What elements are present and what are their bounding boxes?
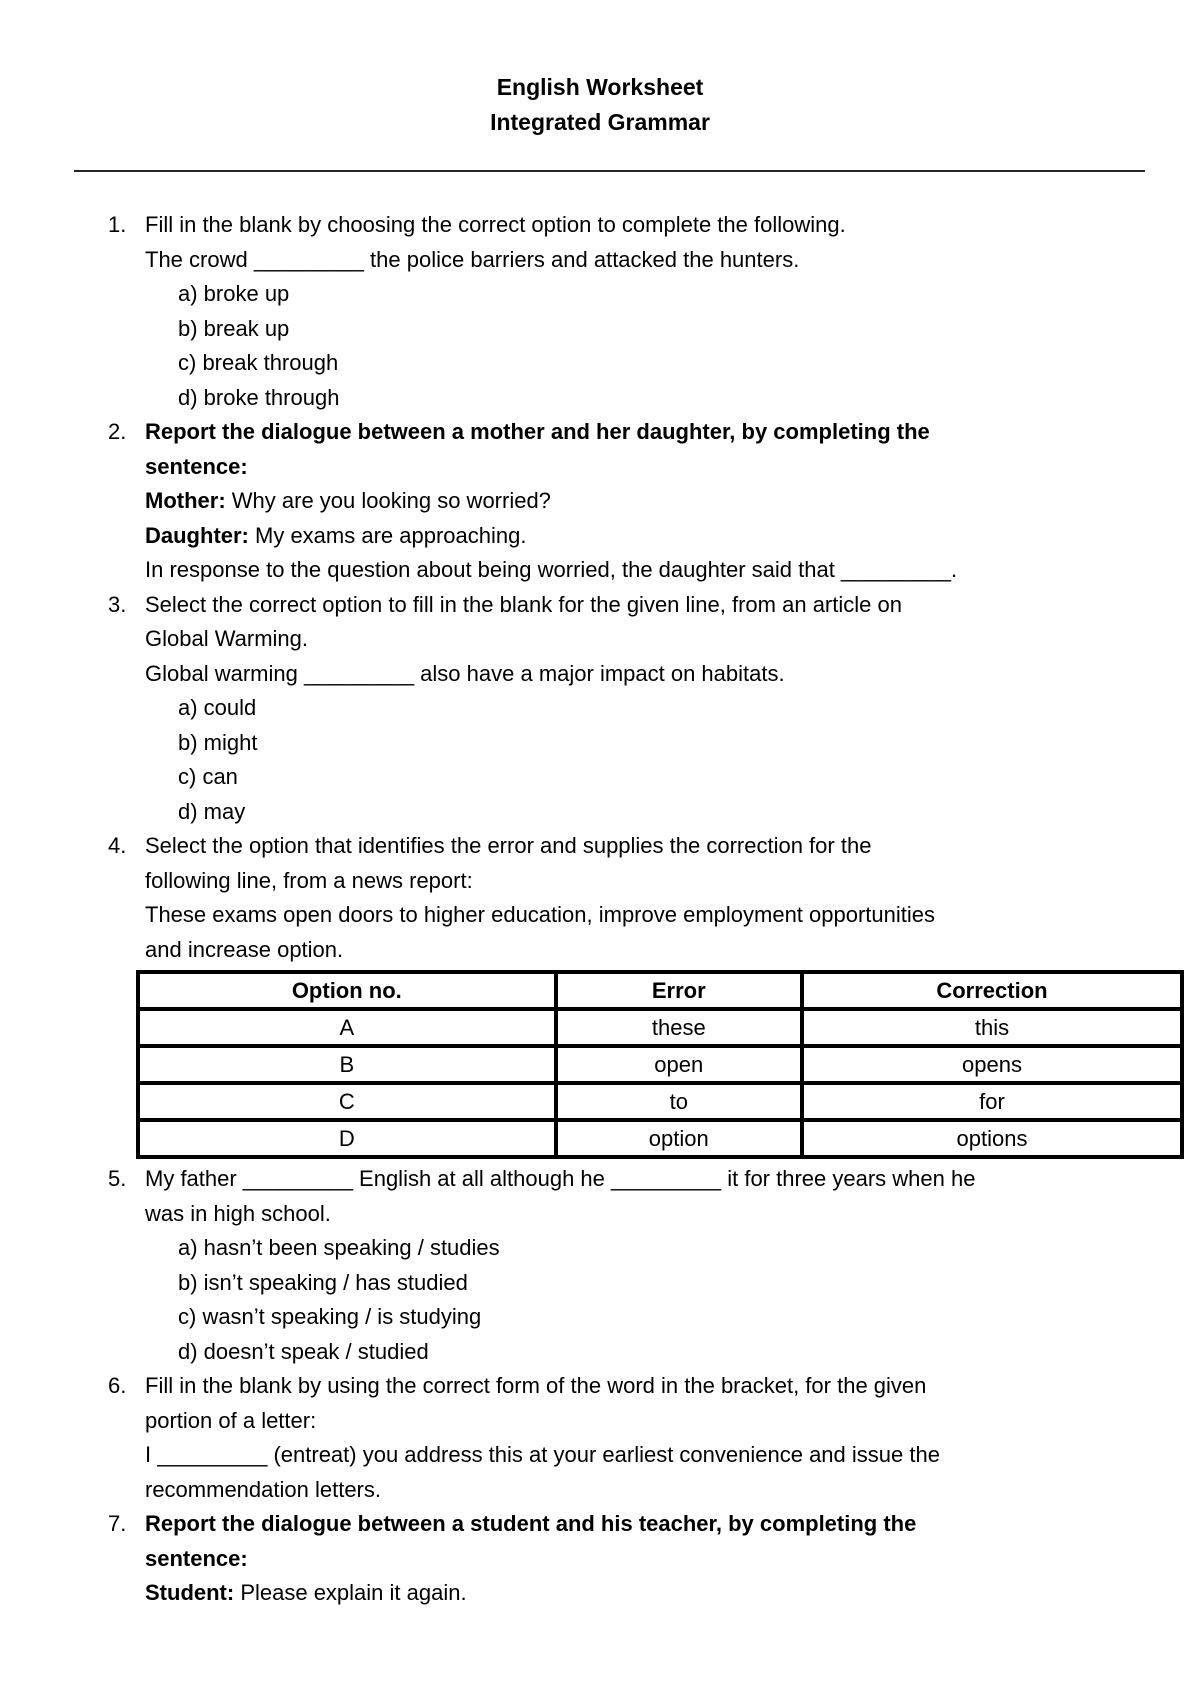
table-header-cell: Error <box>556 972 802 1009</box>
dialogue-line-mother <box>145 484 1160 519</box>
question-7 <box>108 1507 1160 1611</box>
question-text: sentence: <box>145 1545 248 1571</box>
question-4 <box>108 829 1160 1162</box>
table-header-row <box>138 972 1182 1009</box>
question-1 <box>108 208 1160 415</box>
options-group <box>145 691 1160 829</box>
table-row <box>138 1120 1182 1157</box>
question-text: Fill in the blank by choosing the correct option to complete the following. <box>145 212 846 237</box>
question-text: These exams open doors to higher education, improve employment opportunities <box>145 902 936 927</box>
table-cell: options <box>802 1120 1182 1157</box>
table-cell: these <box>556 1009 802 1046</box>
speaker-text: Please explain it again. <box>234 1580 467 1605</box>
question-text: Report the dialogue between a mother and her daughter, by completing the <box>145 419 930 444</box>
table-cell: open <box>556 1046 802 1083</box>
question-text: My father _________ English at all although he _________ it for three years when he <box>145 1166 976 1191</box>
question-text: In response to the question about being worried, the daughter said that _________. <box>145 557 958 582</box>
table-cell: to <box>556 1083 802 1120</box>
table-cell: this <box>802 1009 1182 1046</box>
question-text: was in high school. <box>145 1200 331 1226</box>
question-number: 5. <box>108 1166 127 1191</box>
table-cell: for <box>802 1083 1182 1120</box>
question-text: recommendation letters. <box>145 1476 381 1502</box>
speaker-text: Why are you looking so worried? <box>225 488 551 513</box>
table-header-cell: Correction <box>802 972 1182 1009</box>
question-2 <box>108 415 1160 588</box>
question-3 <box>108 588 1160 830</box>
option-c: c) break through <box>178 350 339 375</box>
speaker-text: My exams are approaching. <box>248 522 527 548</box>
question-number: 4. <box>108 833 127 858</box>
title-block <box>0 0 1200 140</box>
table-row <box>138 1046 1182 1083</box>
question-number: 3. <box>108 591 127 617</box>
question-text: following line, from a news report: <box>145 867 473 893</box>
option-c: c) wasn’t speaking / is studying <box>178 1304 482 1329</box>
question-number: 7. <box>108 1511 127 1536</box>
option-b: b) break up <box>178 315 290 341</box>
option-c: c) can <box>178 764 238 789</box>
table-row <box>138 1083 1182 1120</box>
table-cell: option <box>556 1120 802 1157</box>
option-d: d) may <box>178 798 246 824</box>
table-cell: B <box>138 1046 556 1083</box>
options-group <box>145 277 1160 415</box>
question-number: 6. <box>108 1373 127 1398</box>
question-text: portion of a letter: <box>145 1407 317 1433</box>
dialogue-line-student <box>145 1576 1160 1611</box>
table-cell: opens <box>802 1046 1182 1083</box>
option-b: b) isn’t speaking / has studied <box>178 1269 468 1295</box>
question-text: Fill in the blank by using the correct form of the word in the bracket, for the given <box>145 1373 927 1398</box>
question-number: 2. <box>108 419 127 444</box>
question-5 <box>108 1162 1160 1369</box>
option-a: a) hasn’t been speaking / studies <box>178 1235 500 1260</box>
table-header-cell: Option no. <box>138 972 556 1009</box>
table-cell: A <box>138 1009 556 1046</box>
page-subtitle: Integrated Grammar <box>490 109 710 135</box>
dialogue-line-daughter <box>145 519 1160 554</box>
option-a: a) broke up <box>178 281 290 306</box>
question-text: sentence: <box>145 453 248 479</box>
question-6 <box>108 1369 1160 1507</box>
option-d: d) doesn’t speak / studied <box>178 1338 429 1364</box>
speaker-label: Daughter: <box>145 522 249 548</box>
question-text: Report the dialogue between a student and his teacher, by completing the <box>145 1511 917 1536</box>
table-cell: D <box>138 1120 556 1157</box>
option-a: a) could <box>178 695 257 720</box>
question-text: Global warming _________ also have a major impact on habitats. <box>145 660 785 686</box>
question-text: Global Warming. <box>145 626 309 651</box>
question-text: Select the correct option to fill in the blank for the given line, from an article on <box>145 591 902 617</box>
speaker-label: Student: <box>145 1580 235 1605</box>
table-cell: C <box>138 1083 556 1120</box>
options-group <box>145 1231 1160 1369</box>
question-list <box>108 208 1160 1611</box>
question-text: I _________ (entreat) you address this at your earliest convenience and issue the <box>145 1442 940 1467</box>
title-divider <box>74 170 1145 172</box>
error-correction-table <box>136 970 1184 1159</box>
page-title: English Worksheet <box>496 74 704 100</box>
option-b: b) might <box>178 729 258 755</box>
speaker-label: Mother: <box>145 488 226 513</box>
table-row <box>138 1009 1182 1046</box>
question-text: The crowd _________ the police barriers and attacked the hunters. <box>145 246 800 272</box>
question-text: and increase option. <box>145 936 344 962</box>
question-number: 1. <box>108 212 127 237</box>
question-text: Select the option that identifies the error and supplies the correction for the <box>145 833 872 858</box>
option-d: d) broke through <box>178 384 340 410</box>
